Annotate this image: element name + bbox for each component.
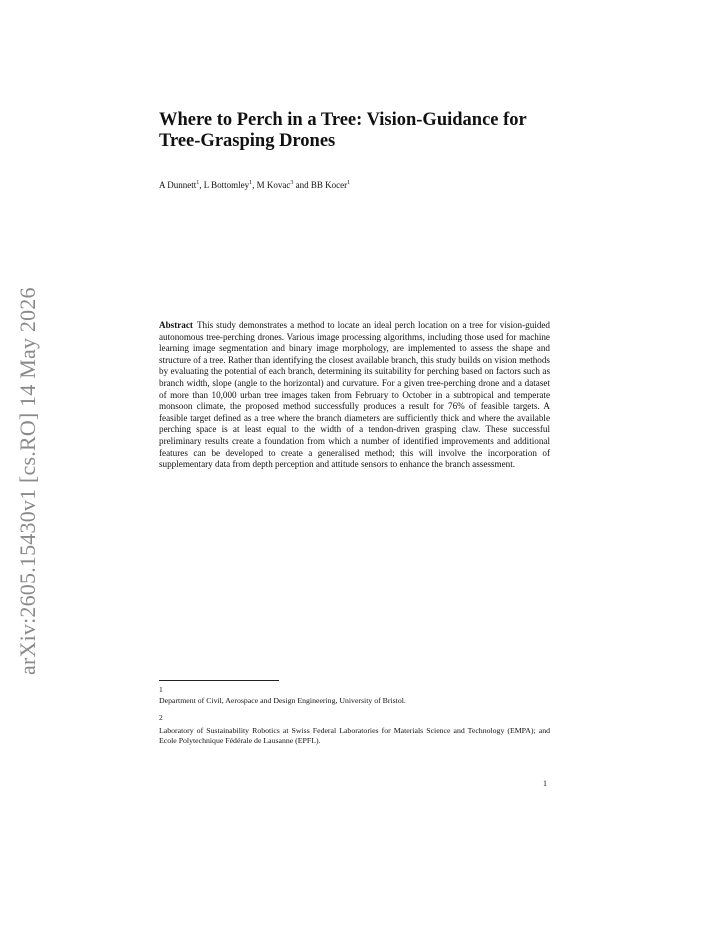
author-name: A Dunnett	[159, 180, 197, 190]
abstract-text: This study demonstrates a method to locate an ideal perch location on a tree for vision-guided autonomous tree-perching drones. Various image processing algorithms, including those used for machine learning image segmentation and binary image morphology, are implemented to assess the shape and structure of a tree. Rather than identifying the closest available branch, this study builds on vision methods by evaluating the potential of each branch, determining its suitability for perching based on factors such as branch width, slope (angle to the horizontal) and curvature. For a given tree-perching drone and a dataset of more than 10,000 urban tree images taken from February to October in a subtropical and temperate monsoon climate, the proposed method successfully produces a result for 76% of feasible targets. A feasible target defined as a tree where the branch diameters are sufficiently thick and where the available perching space is at least equal to the width of a tendon-driven grasping claw. These successful preliminary results create a foundation from which a number of identified improvements and additional features can be developed to create a generalised method; this will involve the incorporation of supplementary data from depth perception and attitude sensors to enhance the branch assessment.	[159, 320, 550, 470]
footnote-mark: 2	[159, 713, 163, 722]
footnote-text: Laboratory of Sustainability Robotics at Swiss Federal Laboratories for Materials Science and Technology (EMPA); and Ecole Polytechnique Fédérale de Lausanne (EPFL).	[159, 726, 550, 745]
paper-title	[159, 110, 559, 152]
footnote-text: Department of Civil, Aerospace and Design Engineering, University of Bristol.	[159, 696, 406, 705]
author-name: BB Kocer	[310, 180, 348, 190]
author-separator: and	[293, 180, 311, 190]
author-affiliation-mark: 1	[249, 180, 253, 186]
title-line-2: Tree-Grasping Drones	[159, 131, 336, 151]
author-affiliation-mark: 1	[347, 180, 351, 186]
title-line-1: Where to Perch in a Tree: Vision-Guidance for	[159, 110, 527, 130]
page-number: 1	[543, 779, 547, 788]
footnote-mark: 1	[159, 685, 163, 694]
author-separator: ,	[252, 180, 257, 190]
footnote-divider	[159, 680, 279, 681]
author-affiliation-mark: 3	[290, 180, 294, 186]
arxiv-side-identifier: arXiv:2605.15430v1 [cs.RO] 14 May 2026	[15, 287, 40, 675]
abstract	[159, 320, 550, 471]
author-separator: ,	[199, 180, 204, 190]
author-name: M Kovac	[256, 180, 291, 190]
author-name: L Bottomley	[203, 180, 250, 190]
author-list	[159, 179, 559, 191]
author-affiliation-mark: 1	[196, 180, 200, 186]
abstract-label: Abstract	[159, 320, 193, 330]
